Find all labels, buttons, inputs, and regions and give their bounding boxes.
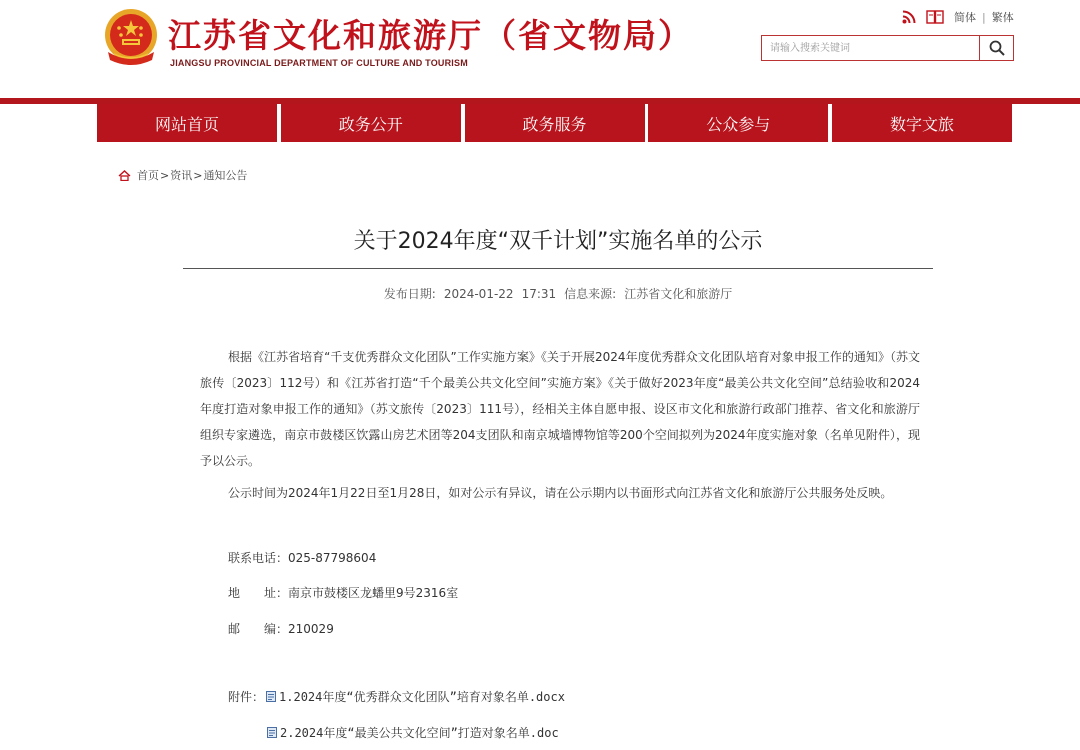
- address-value: 南京市鼓楼区龙蟠里9号2316室: [288, 586, 459, 600]
- postcode-label: 邮 编：: [228, 622, 289, 636]
- attachment-row: [228, 688, 565, 705]
- attachment-link[interactable]: 1.2024年度“优秀群众文化团队”培育对象名单.docx: [279, 690, 565, 704]
- contact-address: [228, 584, 458, 601]
- magnifier-icon: [989, 40, 1005, 56]
- attachment-row: [267, 724, 559, 741]
- title-divider: [183, 268, 933, 269]
- site-subtitle: JIANGSU PROVINCIAL DEPARTMENT OF CULTURE AND TOURISM: [170, 58, 468, 68]
- breadcrumb-home-link[interactable]: 首页: [137, 169, 159, 182]
- phone-label: 联系电话：: [228, 551, 289, 565]
- publish-date: 2024-01-22: [443, 287, 514, 301]
- nav-item-public-participation[interactable]: 公众参与: [648, 104, 828, 142]
- article-meta: [183, 285, 933, 302]
- publish-date-label: 发布日期:: [383, 287, 436, 301]
- search-button[interactable]: [979, 36, 1013, 60]
- attachment-link[interactable]: 2.2024年度“最美公共文化空间”打造对象名单.doc: [280, 726, 559, 740]
- nav-item-digital-tourism[interactable]: 数字文旅: [832, 104, 1012, 142]
- lang-simplified-link[interactable]: 简体: [954, 11, 976, 24]
- article-paragraph: 根据《江苏省培育“千支优秀群众文化团队”工作实施方案》《关于开展2024年度优秀群众文化团队培育对象申报工作的通知》（苏文旅传〔2023〕112号）和《江苏省打造“千个最美公共文化空间”实施方案》《关于做好2023年度“最美公共文化空间”总结验收和2024年度打造对象申报工作的通知》（苏文旅传〔2023〕111号），经相关主体自愿申报、设区市文化和旅游行政部门推荐、省文化和旅游厅组织专家遴选，南京市鼓楼区饮露山房艺术团等204支团队和南京城墙博物馆等200个空间拟列为2024年度实施对象（名单见附件），现予以公示。: [200, 350, 920, 468]
- breadcrumb-notices-link[interactable]: 通知公告: [203, 169, 248, 182]
- phone-value: 025-87798604: [288, 551, 377, 565]
- lang-separator: |: [982, 10, 986, 24]
- nav-item-home[interactable]: 网站首页: [97, 104, 277, 142]
- breadcrumb-separator: >: [193, 168, 203, 182]
- header-tools: [902, 9, 1014, 25]
- site-header: [0, 0, 1080, 100]
- breadcrumb-separator: >: [160, 168, 170, 182]
- article-body: [200, 344, 920, 506]
- source-value: 江苏省文化和旅游厅: [624, 287, 733, 301]
- lang-traditional-link[interactable]: 繁体: [991, 11, 1014, 24]
- publish-time: 17:31: [521, 287, 557, 301]
- site-title[interactable]: 江苏省文化和旅游厅（省文物局）: [168, 16, 693, 55]
- search-box: [761, 35, 1014, 61]
- contact-phone: [228, 549, 376, 566]
- home-icon: [118, 170, 131, 181]
- document-icon: [266, 691, 276, 702]
- article-title: 关于2024年度“双千计划”实施名单的公示: [353, 229, 763, 254]
- contact-postcode: [228, 620, 334, 637]
- book-icon[interactable]: [926, 10, 944, 24]
- rss-icon[interactable]: [902, 10, 916, 24]
- breadcrumb-news-link[interactable]: 资讯: [170, 169, 193, 182]
- main-nav: [97, 104, 1012, 142]
- source-label: 信息来源:: [564, 287, 617, 301]
- search-input[interactable]: [762, 36, 980, 60]
- national-emblem-icon: [102, 8, 160, 68]
- article-paragraph: 公示时间为2024年1月22日至1月28日，如对公示有异议，请在公示期内以书面形式向江苏省文化和旅游厅公共服务处反映。: [228, 486, 893, 500]
- breadcrumb: [118, 167, 247, 183]
- postcode-value: 210029: [288, 622, 334, 636]
- attachments-label: 附件：: [228, 690, 265, 704]
- nav-item-government-affairs[interactable]: 政务公开: [281, 104, 461, 142]
- address-label: 地 址：: [228, 586, 289, 600]
- nav-item-government-services[interactable]: 政务服务: [465, 104, 645, 142]
- document-icon: [267, 727, 277, 738]
